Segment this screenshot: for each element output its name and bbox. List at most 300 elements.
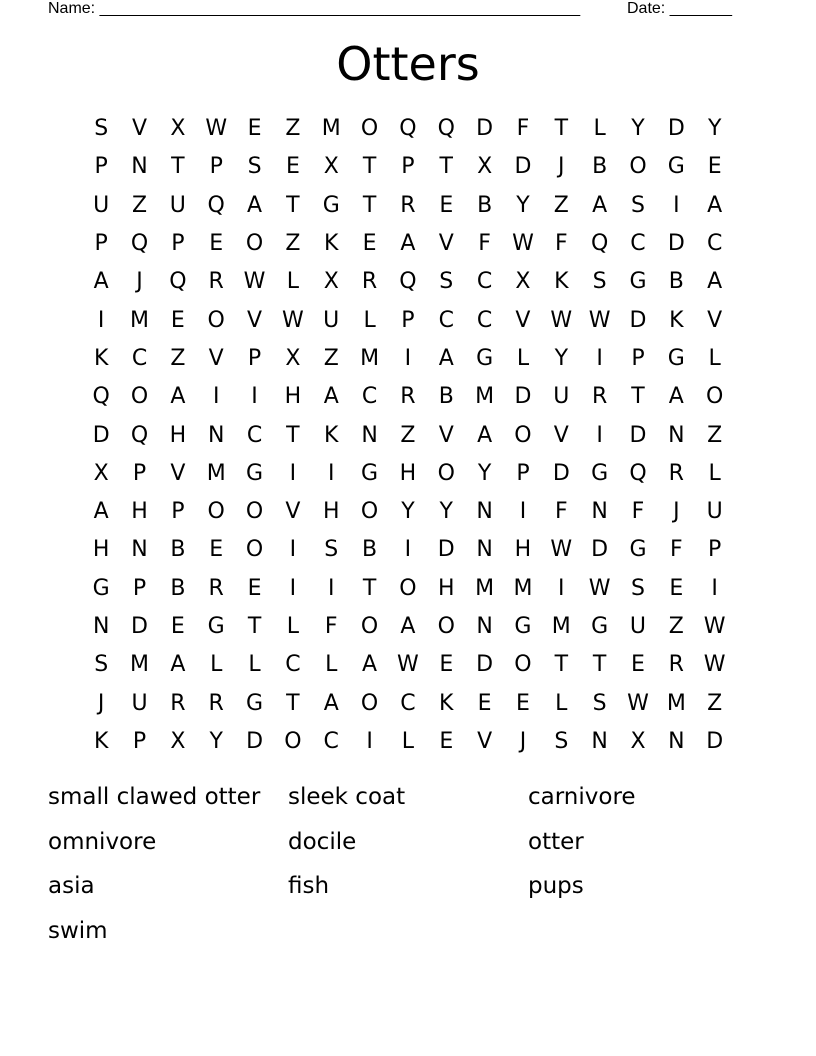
grid-letter: T (286, 422, 300, 448)
grid-letter: A (400, 614, 416, 639)
grid-letter: V (707, 307, 723, 333)
word-list (48, 778, 768, 956)
grid-letter: D (552, 460, 570, 486)
grid-letter: V (553, 422, 569, 448)
grid-letter: C (361, 384, 378, 410)
grid-letter: G (667, 345, 685, 371)
grid-letter: W (512, 231, 534, 257)
grid-letter: O (207, 499, 225, 525)
grid-letter: E (516, 690, 530, 716)
grid-letter: Y (477, 460, 492, 486)
grid-letter: D (131, 614, 148, 639)
grid-letter: O (245, 537, 264, 563)
grid-letter: A (668, 384, 684, 410)
grid-letter: A (93, 499, 109, 525)
grid-letter: Z (170, 345, 186, 371)
grid-row (82, 225, 734, 263)
grid-letter: E (362, 231, 377, 257)
grid-letter: Q (399, 116, 417, 142)
grid-letter: D (706, 728, 724, 754)
grid-letter: E (285, 154, 300, 180)
grid-letter: N (668, 422, 685, 448)
grid-letter: I (251, 384, 258, 410)
grid-letter: E (477, 690, 492, 716)
grid-row (82, 263, 734, 301)
grid-letter: N (591, 728, 608, 754)
grid-letter: P (401, 154, 415, 180)
grid-letter: J (97, 690, 105, 716)
grid-letter: Z (131, 192, 148, 218)
grid-row (82, 340, 734, 378)
grid-letter: C (438, 307, 454, 333)
grid-letter: X (323, 269, 339, 295)
grid-row (82, 416, 734, 454)
grid-letter: P (132, 728, 147, 754)
grid-row (82, 378, 734, 416)
grid-letter: P (209, 154, 223, 180)
grid-letter: D (92, 422, 110, 448)
grid-letter: R (668, 652, 684, 678)
grid-letter: X (323, 154, 339, 180)
grid-letter: E (247, 575, 262, 601)
grid-letter: H (284, 384, 302, 410)
grid-letter: D (514, 154, 532, 180)
grid-letter: U (323, 307, 340, 333)
grid-letter: M (360, 345, 380, 371)
grid-letter: G (629, 537, 647, 563)
grid-letter: V (438, 422, 454, 448)
grid-letter: Q (629, 460, 647, 486)
grid-letter: S (592, 690, 607, 716)
grid-letter: S (94, 116, 109, 142)
grid-letter: V (208, 345, 224, 371)
grid-letter: C (131, 345, 148, 371)
grid-row (82, 301, 734, 339)
grid-letter: D (629, 307, 647, 333)
grid-letter: L (363, 307, 376, 333)
grid-letter: U (706, 499, 723, 525)
grid-letter: A (592, 192, 608, 218)
word-list-item: otter (528, 828, 584, 855)
grid-letter: N (668, 728, 685, 754)
grid-letter: G (361, 460, 379, 486)
grid-letter: R (591, 384, 608, 410)
grid-letter: F (478, 231, 491, 257)
grid-row (82, 455, 734, 493)
grid-letter: W (397, 652, 419, 678)
grid-letter: O (360, 116, 379, 142)
grid-letter: E (631, 652, 645, 678)
grid-letter: Q (169, 269, 187, 295)
grid-letter: H (399, 460, 417, 486)
grid-letter: O (360, 499, 379, 525)
grid-letter: I (404, 537, 412, 563)
grid-letter: W (205, 116, 228, 142)
grid-letter: C (285, 652, 301, 678)
grid-letter: E (439, 728, 454, 754)
grid-letter: A (247, 192, 263, 218)
grid-letter: S (554, 728, 569, 754)
grid-letter: I (519, 499, 527, 525)
grid-letter: R (668, 460, 684, 486)
grid-letter: W (588, 307, 611, 333)
grid-letter: Y (554, 345, 569, 371)
grid-letter: I (596, 422, 603, 448)
grid-letter: M (130, 652, 149, 678)
grid-letter: B (668, 269, 684, 295)
grid-letter: P (247, 345, 262, 371)
grid-letter: W (627, 690, 649, 716)
grid-letter: S (247, 154, 262, 180)
grid-letter: O (399, 575, 417, 601)
grid-letter: W (588, 575, 611, 601)
grid-letter: G (591, 460, 609, 486)
grid-letter: W (550, 307, 573, 333)
date-field-label: Date: _______ (627, 0, 732, 17)
grid-letter: E (439, 652, 454, 678)
grid-letter: K (439, 690, 454, 716)
grid-letter: M (551, 614, 571, 639)
grid-letter: K (93, 728, 109, 754)
page-title: Otters (336, 37, 480, 91)
grid-letter: F (670, 537, 683, 563)
grid-letter: P (401, 307, 415, 333)
grid-row (82, 684, 734, 722)
grid-letter: P (132, 575, 147, 601)
grid-letter: S (439, 269, 454, 295)
grid-letter: Q (130, 422, 149, 448)
grid-letter: B (592, 154, 608, 180)
grid-letter: R (208, 269, 224, 295)
grid-letter: N (476, 499, 493, 525)
grid-letter: E (209, 231, 224, 257)
grid-letter: T (439, 154, 453, 180)
grid-letter: Z (707, 422, 723, 448)
grid-letter: L (286, 614, 300, 639)
grid-letter: O (514, 422, 532, 448)
grid-letter: G (246, 690, 264, 716)
grid-letter: X (170, 728, 186, 754)
grid-letter: O (629, 154, 647, 180)
grid-letter: U (629, 614, 647, 639)
grid-letter: V (131, 116, 148, 142)
grid-letter: J (673, 499, 680, 525)
grid-letter: K (93, 345, 109, 371)
grid-row (82, 723, 734, 761)
grid-letter: Y (516, 192, 530, 218)
grid-letter: E (170, 614, 185, 639)
word-list-item: omnivore (48, 828, 157, 855)
grid-letter: V (285, 499, 301, 525)
grid-letter: Y (401, 499, 415, 525)
grid-letter: V (170, 460, 186, 486)
grid-letter: I (289, 460, 297, 486)
grid-letter: C (706, 231, 723, 257)
grid-row (82, 493, 734, 531)
grid-letter: T (362, 575, 377, 601)
grid-letter: P (516, 460, 530, 486)
grid-letter: H (322, 499, 340, 525)
grid-letter: I (711, 575, 718, 601)
grid-letter: N (131, 537, 148, 563)
grid-letter: G (476, 345, 494, 371)
grid-letter: P (94, 154, 108, 180)
grid-letter: L (401, 728, 415, 754)
grid-letter: V (438, 231, 454, 257)
grid-letter: Z (285, 231, 301, 257)
word-list-item: sleek coat (288, 784, 406, 810)
grid-letter: Z (323, 345, 339, 371)
grid-row (82, 570, 734, 608)
grid-letter: T (554, 652, 569, 678)
grid-letter: U (553, 384, 570, 410)
grid-letter: Z (553, 192, 569, 218)
grid-letter: H (437, 575, 455, 601)
grid-letter: D (591, 537, 609, 563)
grid-letter: L (210, 652, 223, 678)
grid-letter: T (286, 192, 300, 218)
grid-letter: P (631, 345, 645, 371)
grid-row (82, 646, 734, 684)
grid-letter: D (667, 116, 685, 142)
grid-letter: T (631, 384, 645, 410)
grid-letter: A (400, 231, 416, 257)
word-list-item: swim (48, 917, 108, 944)
grid-letter: R (208, 575, 224, 601)
grid-letter: G (246, 460, 264, 486)
grid-letter: L (593, 116, 606, 142)
grid-letter: A (707, 192, 723, 218)
grid-letter: D (476, 652, 494, 678)
grid-letter: A (477, 422, 493, 448)
grid-letter: T (362, 192, 377, 218)
grid-letter: R (170, 690, 186, 716)
grid-letter: T (362, 154, 377, 180)
grid-letter: J (136, 269, 143, 295)
grid-letter: A (362, 652, 378, 678)
grid-letter: I (558, 575, 565, 601)
grid-letter: I (404, 345, 412, 371)
grid-letter: M (513, 575, 533, 601)
grid-letter: Z (707, 690, 723, 716)
grid-letter: L (248, 652, 261, 678)
grid-letter: T (286, 690, 300, 716)
grid-letter: N (361, 422, 378, 448)
grid-letter: K (324, 422, 339, 448)
grid-letter: A (170, 652, 186, 678)
grid-letter: T (592, 652, 607, 678)
grid-letter: I (327, 460, 335, 486)
word-list-item: fish (288, 873, 330, 899)
grid-letter: R (400, 384, 416, 410)
grid-letter: B (362, 537, 378, 563)
grid-letter: X (477, 154, 493, 180)
letter-grid (82, 110, 734, 761)
grid-letter: M (321, 116, 341, 142)
grid-letter: C (630, 231, 646, 257)
grid-letter: E (707, 154, 722, 180)
grid-row (82, 608, 734, 646)
grid-letter: K (669, 307, 684, 333)
grid-letter: L (286, 269, 300, 295)
grid-letter: N (207, 422, 225, 448)
grid-letter: D (476, 116, 494, 142)
grid-letter: S (94, 652, 109, 678)
grid-letter: P (171, 499, 185, 525)
grid-letter: A (170, 384, 186, 410)
grid-letter: Q (130, 231, 149, 257)
word-list-item: asia (48, 873, 95, 899)
grid-letter: I (97, 307, 105, 333)
grid-letter: I (596, 345, 603, 371)
grid-letter: H (169, 422, 187, 448)
grid-letter: A (323, 690, 339, 716)
grid-letter: O (437, 614, 455, 639)
grid-letter: D (514, 384, 532, 410)
grid-row (82, 531, 734, 569)
grid-letter: I (673, 192, 680, 218)
grid-letter: R (208, 690, 224, 716)
grid-letter: E (439, 192, 454, 218)
grid-letter: A (93, 269, 109, 295)
grid-letter: N (131, 154, 148, 180)
grid-letter: S (324, 537, 339, 563)
grid-letter: E (247, 116, 262, 142)
grid-letter: S (631, 575, 645, 601)
grid-letter: O (245, 499, 264, 525)
grid-letter: I (289, 575, 297, 601)
grid-letter: L (555, 690, 568, 716)
grid-letter: U (93, 192, 110, 218)
grid-letter: F (324, 614, 338, 639)
grid-letter: K (554, 269, 569, 295)
grid-letter: X (170, 116, 186, 142)
grid-letter: O (706, 384, 724, 410)
grid-letter: J (519, 728, 527, 754)
grid-letter: W (243, 269, 266, 295)
grid-letter: G (629, 269, 647, 295)
grid-letter: G (591, 614, 609, 639)
grid-letter: C (400, 690, 416, 716)
grid-letter: M (475, 384, 495, 410)
grid-letter: X (93, 460, 109, 486)
grid-letter: D (246, 728, 264, 754)
grid-letter: H (514, 537, 532, 563)
grid-row (82, 148, 734, 186)
grid-letter: G (514, 614, 532, 639)
grid-letter: Z (400, 422, 416, 448)
grid-letter: W (550, 537, 573, 563)
grid-letter: N (92, 614, 110, 639)
grid-letter: F (516, 116, 530, 142)
grid-letter: Q (399, 269, 417, 295)
grid-letter: T (247, 614, 262, 639)
grid-letter: X (515, 269, 531, 295)
grid-letter: O (130, 384, 149, 410)
grid-letter: G (92, 575, 110, 601)
grid-letter: N (476, 537, 493, 563)
grid-letter: S (592, 269, 607, 295)
grid-letter: B (438, 384, 454, 410)
grid-letter: C (246, 422, 263, 448)
word-list-item: small clawed otter (48, 784, 261, 810)
grid-letter: C (476, 307, 493, 333)
grid-letter: W (703, 652, 726, 678)
grid-letter: Y (631, 116, 645, 142)
word-list-item: pups (528, 873, 584, 899)
word-list-item: carnivore (528, 784, 636, 810)
grid-letter: O (360, 690, 379, 716)
name-field-label: Name: ______________________________________________________ (48, 0, 581, 17)
grid-letter: D (629, 422, 647, 448)
grid-letter: V (477, 728, 493, 754)
grid-row (82, 187, 734, 225)
grid-letter: M (130, 307, 149, 333)
grid-letter: P (94, 231, 108, 257)
grid-letter: H (92, 537, 110, 563)
grid-letter: H (131, 499, 148, 525)
grid-letter: I (212, 384, 220, 410)
grid-letter: Z (668, 614, 684, 639)
grid-letter: W (703, 614, 726, 639)
grid-letter: T (171, 154, 185, 180)
grid-letter: W (282, 307, 304, 333)
grid-letter: G (667, 154, 685, 180)
grid-letter: O (245, 231, 264, 257)
grid-letter: I (289, 537, 297, 563)
grid-letter: O (514, 652, 532, 678)
grid-letter: B (477, 192, 493, 218)
grid-letter: N (591, 499, 608, 525)
grid-letter: X (630, 728, 646, 754)
grid-letter: S (631, 192, 645, 218)
grid-letter: M (206, 460, 226, 486)
grid-letter: T (554, 116, 569, 142)
grid-letter: Q (590, 231, 609, 257)
grid-letter: F (554, 231, 568, 257)
grid-letter: V (515, 307, 531, 333)
grid-letter: Z (285, 116, 301, 142)
grid-letter: A (438, 345, 454, 371)
grid-letter: Y (439, 499, 453, 525)
grid-letter: D (667, 231, 685, 257)
grid-letter: C (476, 269, 493, 295)
grid-letter: K (324, 231, 339, 257)
grid-letter: O (207, 307, 225, 333)
grid-letter: I (366, 728, 373, 754)
grid-letter: R (361, 269, 378, 295)
grid-letter: O (284, 728, 302, 754)
grid-letter: M (666, 690, 686, 716)
grid-letter: F (631, 499, 645, 525)
header (48, 0, 748, 20)
grid-letter: P (708, 537, 722, 563)
grid-row (82, 110, 734, 148)
grid-letter: M (475, 575, 495, 601)
grid-letter: U (169, 192, 186, 218)
grid-letter: G (322, 192, 340, 218)
grid-letter: Q (437, 116, 455, 142)
grid-letter: L (708, 460, 721, 486)
grid-letter: D (437, 537, 455, 563)
grid-letter: L (516, 345, 530, 371)
grid-letter: U (131, 690, 148, 716)
grid-letter: E (669, 575, 684, 601)
grid-letter: A (323, 384, 339, 410)
grid-letter: C (323, 728, 339, 754)
grid-letter: Y (209, 728, 223, 754)
grid-letter: N (476, 614, 493, 639)
